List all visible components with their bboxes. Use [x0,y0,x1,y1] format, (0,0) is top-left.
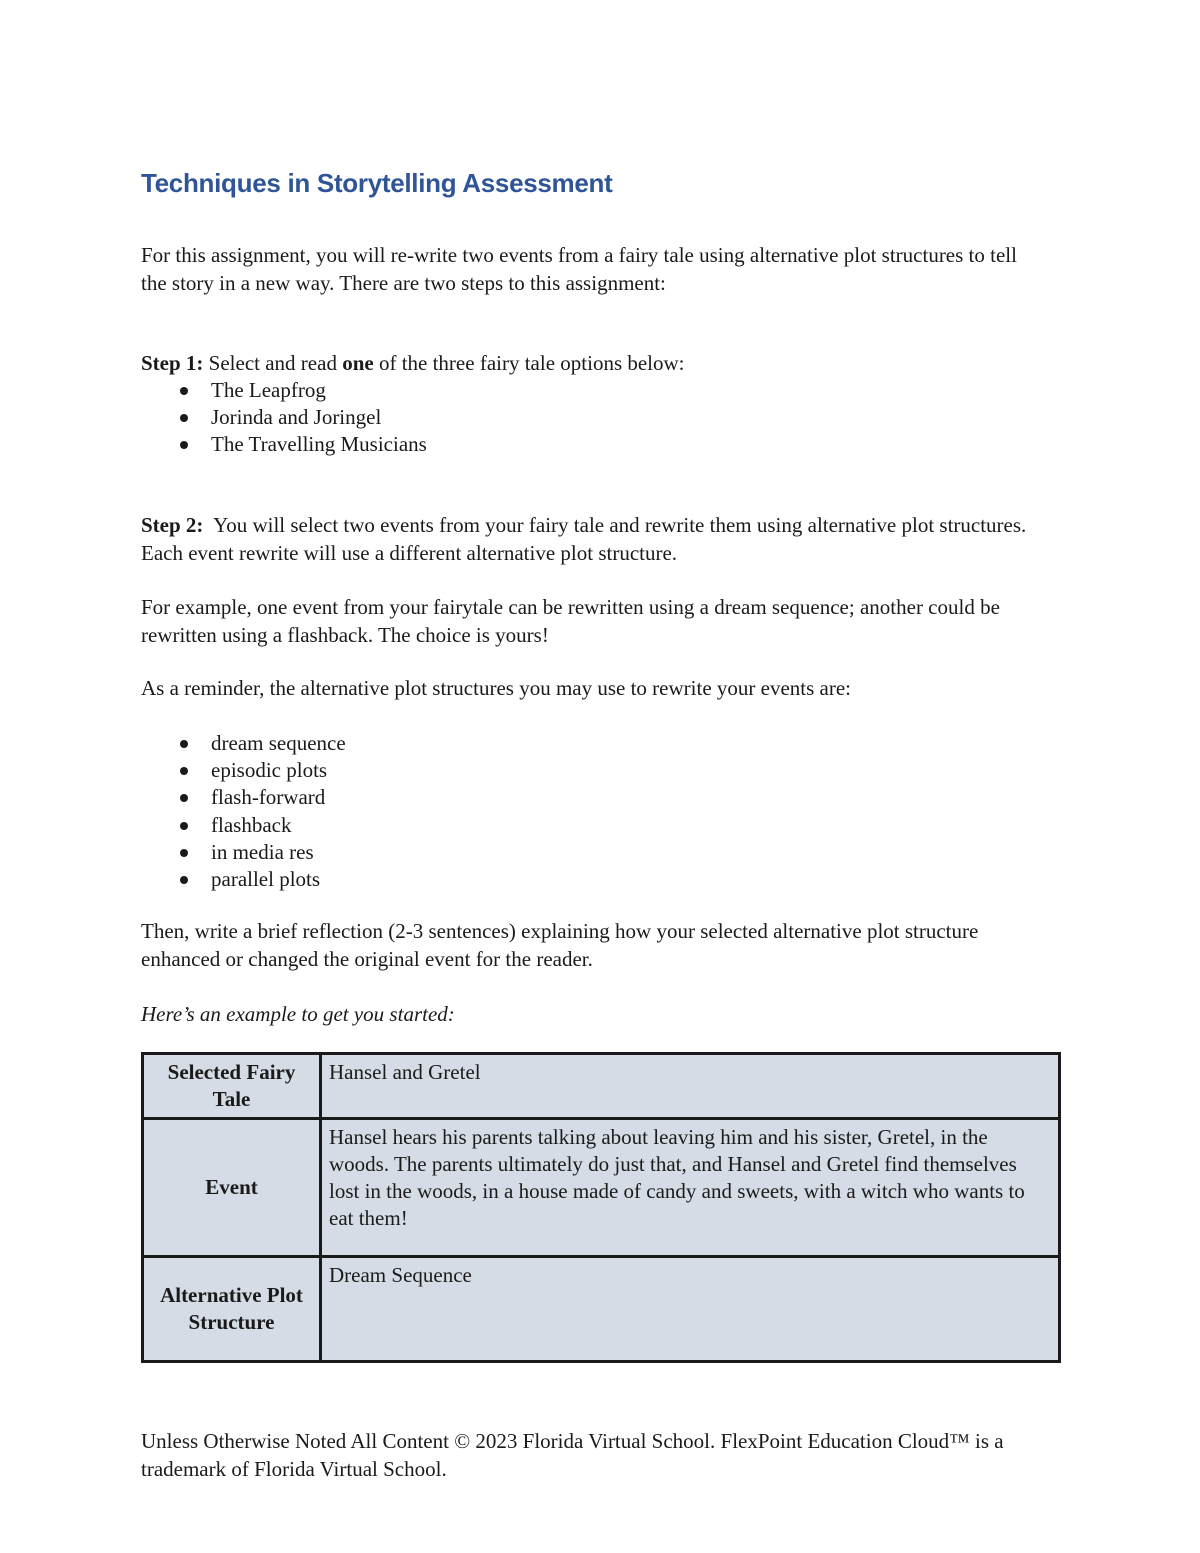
table-value-cell: Hansel hears his parents talking about leaving him and his sister, Gretel, in the woods. The parents ultimately do just that, and Hansel and Gretel find themselves lost in the woods, in a house made of candy and sweets, with a witch who wants to eat them! [321,1119,1060,1257]
structure-label: dream sequence [211,731,346,755]
bullet-icon [180,740,188,748]
list-item [141,377,427,404]
option-label: The Leapfrog [211,378,326,402]
bullet-icon [180,794,188,802]
bullet-icon [180,849,188,857]
option-label: Jorinda and Joringel [211,405,382,430]
reflection-paragraph: Then, write a brief reflection (2-3 sentences) explaining how your selected alternative plot structure enhanced or changed the original event for the reader. [141,919,979,971]
table-header-cell: Alternative Plot Structure [143,1257,321,1362]
table-header-cell: Event [143,1119,321,1257]
bullet-icon [180,414,188,422]
step2-paragraph [141,512,1041,567]
bullet-icon [180,822,188,830]
table-row [143,1119,1060,1257]
step1-emphasis: one [342,351,374,375]
bullet-icon [180,767,188,775]
example-intro: Here’s an example to get you started: [141,1002,455,1026]
example-table [141,1052,1061,1363]
structure-label: in media res [211,839,314,864]
list-item [141,784,346,811]
intro-paragraph: For this assignment, you will re-write two events from a fairy tale using alternative plot structures to tell the story in a new way. There are two steps to this assignment: [141,243,1017,295]
structure-label: flashback [211,812,292,837]
list-item [141,404,427,431]
step1-text-after: of the three fairy tale options below: [373,351,685,375]
bullet-icon [180,876,188,884]
plot-structures-list [141,730,346,893]
list-item [141,431,427,458]
list-item [141,757,346,784]
footer-copyright: Unless Otherwise Noted All Content © 2023 Florida Virtual School. FlexPoint Education Cloud™ is a trademark of Florida Virtual School. [141,1429,1004,1481]
list-item [141,839,346,866]
step1-paragraph [141,350,1041,378]
table-header-cell: Selected Fairy Tale [143,1054,321,1119]
page-title: Techniques in Storytelling Assessment [141,168,613,198]
structure-label: flash-forward [211,785,326,810]
fairy-tale-options-list [141,377,427,459]
step1-label: Step 1: [141,351,204,375]
structure-label: episodic plots [211,758,328,783]
table-row [143,1054,1060,1119]
list-item [141,812,346,839]
table-row [143,1257,1060,1362]
option-label: The Travelling Musicians [211,432,427,457]
bullet-icon [180,441,188,449]
step1-text-before: Select and read [203,351,343,375]
step2-label: Step 2: [141,513,204,537]
table-value-cell: Dream Sequence [321,1257,1060,1362]
bullet-icon [180,387,188,395]
step2-text: You will select two events from your fairy tale and rewrite them using alternative plot structures. Each event rewrite will use a different alternative plot structure. [141,513,1032,565]
reminder-paragraph: As a reminder, the alternative plot structures you may use to rewrite your events are: [141,676,852,700]
structure-label: parallel plots [211,867,321,892]
table-value-cell: Hansel and Gretel [321,1054,1060,1119]
list-item [141,730,346,757]
list-item [141,866,346,893]
example-paragraph: For example, one event from your fairytale can be rewritten using a dream sequence; another could be rewritten using a flashback. The choice is yours! [141,595,1000,647]
